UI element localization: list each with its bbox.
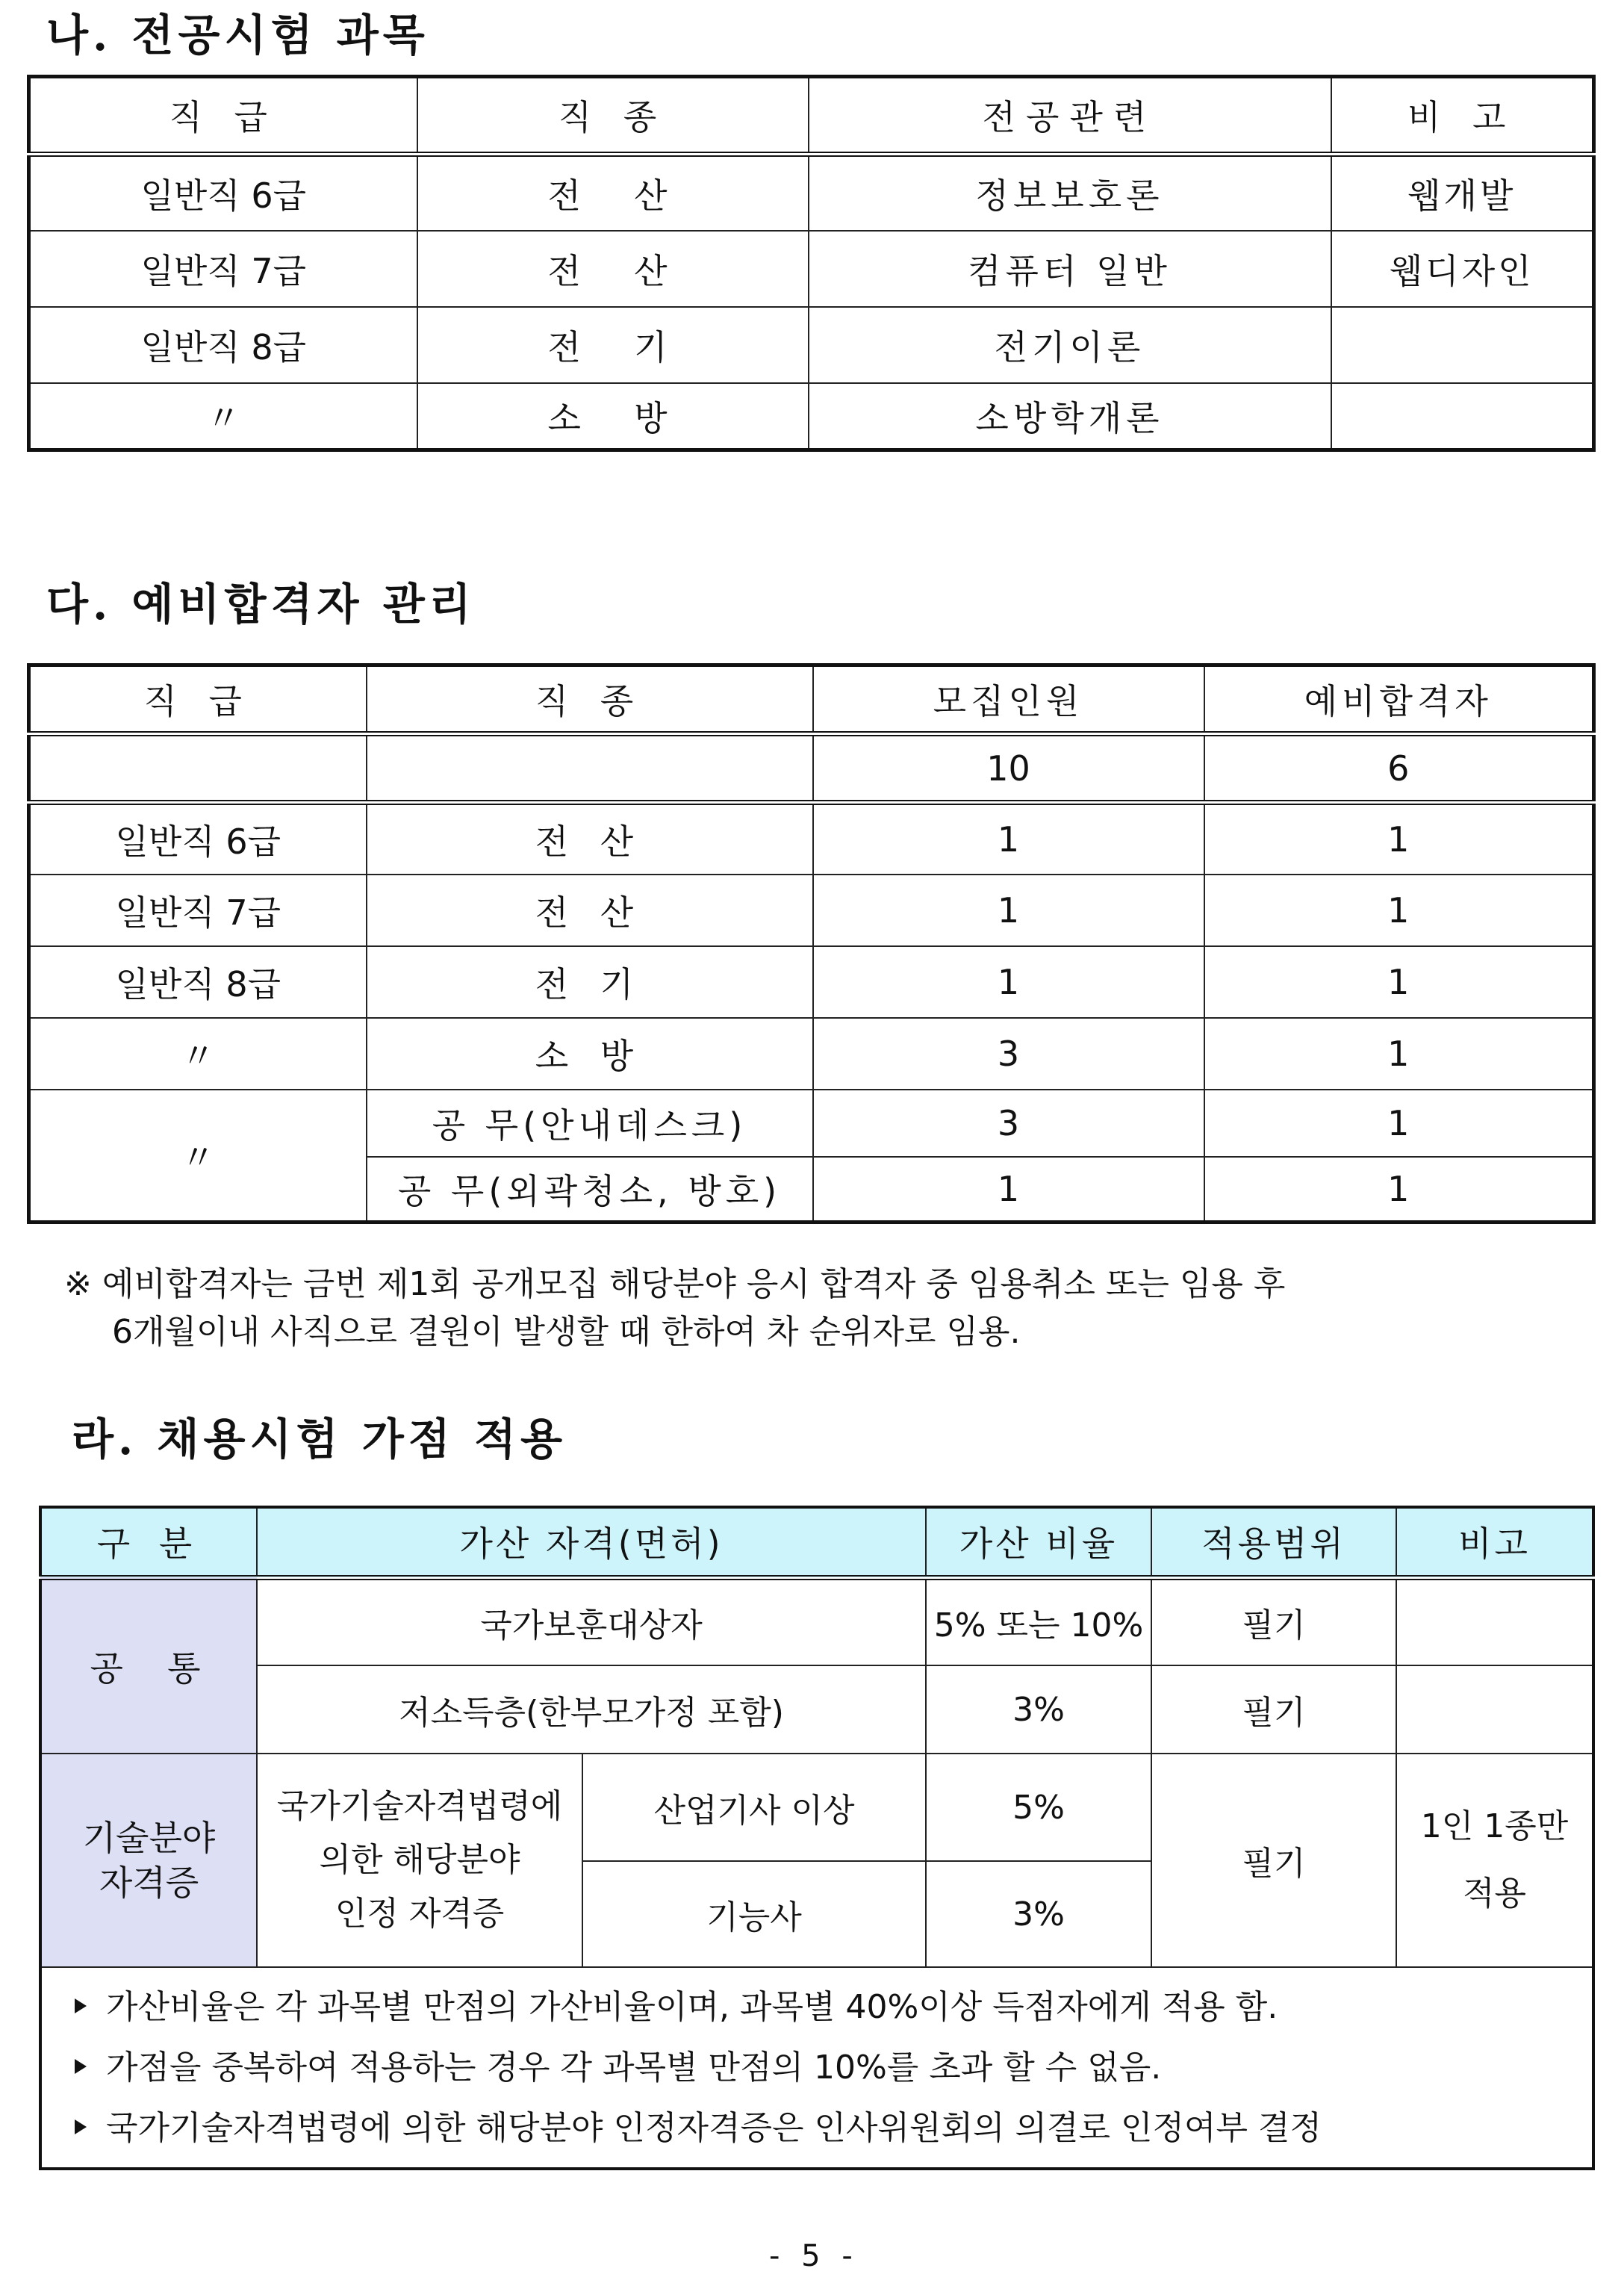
triangle-bullet-icon [75, 2119, 87, 2134]
total-job-type [367, 734, 813, 803]
cell-reserve: 1 [1204, 875, 1594, 946]
cell-job-type: 전 산 [417, 231, 809, 307]
cell-remark: 웹디자인 [1331, 231, 1594, 307]
exam-subjects-table [27, 75, 1596, 452]
table-row [29, 231, 1594, 307]
table-row [29, 803, 1594, 875]
cell-qualification: 국가보훈대상자 [257, 1577, 926, 1665]
cell-scope: 필기 [1151, 1754, 1396, 1967]
cell-job-type: 전 산 [367, 875, 813, 946]
cell-major: 소방학개론 [809, 383, 1331, 450]
total-reserve: 6 [1204, 734, 1594, 803]
bullet-notes-row [40, 1967, 1593, 2169]
cell-grade-merged: 〃 [29, 1090, 367, 1223]
table-row [40, 1754, 1593, 1861]
header-bonus-rate: 가산 비율 [926, 1507, 1151, 1577]
cell-bonus-rate: 3% [926, 1665, 1151, 1754]
bullet-item [75, 2098, 1592, 2158]
section-title-bonus-points: 라. 채용시험 가점 적용 [72, 1414, 567, 1465]
header-remark: 비고 [1396, 1507, 1593, 1577]
cell-job-type: 소 방 [367, 1018, 813, 1090]
header-reserve-count: 예비합격자 [1204, 665, 1594, 734]
header-category: 구 분 [40, 1507, 257, 1577]
cell-job-type: 전 산 [367, 803, 813, 875]
bonus-points-table [39, 1506, 1595, 2170]
table-row [29, 875, 1594, 946]
cell-qualification: 산업기사 이상 [582, 1754, 926, 1861]
bullet-text: 가산비율은 각 과목별 만점의 가산비율이며, 과목별 40%이상 득점자에게 적용 함. [106, 1988, 1278, 2026]
total-row [29, 734, 1594, 803]
cell-scope: 필기 [1151, 1665, 1396, 1754]
table-row [40, 1665, 1593, 1754]
cell-job-type: 전 기 [417, 307, 809, 383]
cell-recruit: 3 [813, 1090, 1204, 1157]
cell-grade: 일반직 7급 [29, 875, 367, 946]
category-common: 공 통 [40, 1577, 257, 1754]
table-row [40, 1577, 1593, 1665]
bullet-text: 가점을 중복하여 적용하는 경우 각 과목별 만점의 10%를 초과 할 수 없음. [106, 2049, 1162, 2087]
bullet-notes [40, 1967, 1593, 2169]
category-technical-line-2: 자격증 [99, 1863, 199, 1903]
cell-qualification: 기능사 [582, 1861, 926, 1967]
cell-grade: 일반직 7급 [29, 231, 417, 307]
cell-major: 전기이론 [809, 307, 1331, 383]
table-header-row [40, 1507, 1593, 1577]
bullet-item [75, 2037, 1592, 2098]
cell-job-type: 전 산 [417, 155, 809, 231]
table-header-row [29, 665, 1594, 734]
table-row [29, 1090, 1594, 1157]
cell-job-type: 소 방 [417, 383, 809, 450]
remark-line-1: 1인 1종만 [1420, 1807, 1569, 1845]
cell-scope: 필기 [1151, 1577, 1396, 1665]
cell-grade: 〃 [29, 383, 417, 450]
cell-job-type: 전 기 [367, 946, 813, 1018]
cell-tech-description [257, 1754, 582, 1967]
table-header-row [29, 77, 1594, 155]
header-recruit-count: 모집인원 [813, 665, 1204, 734]
total-grade [29, 734, 367, 803]
cell-bonus-rate: 3% [926, 1861, 1151, 1967]
cell-recruit: 1 [813, 875, 1204, 946]
reserve-note-line-2: 6개월이내 사직으로 결원이 발생할 때 한하여 차 순위자로 임용. [112, 1313, 1021, 1351]
cell-recruit: 3 [813, 1018, 1204, 1090]
cell-grade: 일반직 6급 [29, 803, 367, 875]
cell-grade: 일반직 8급 [29, 946, 367, 1018]
cell-grade: 일반직 8급 [29, 307, 417, 383]
section-title-exam-subjects: 나. 전공시험 과목 [46, 10, 429, 60]
bullet-text: 국가기술자격법령에 의한 해당분야 인정자격증은 인사위원회의 의결로 인정여부 결정 [106, 2109, 1322, 2147]
cell-reserve: 1 [1204, 946, 1594, 1018]
cell-job-type: 공 무(외곽청소, 방호) [367, 1157, 813, 1223]
cell-major: 정보보호론 [809, 155, 1331, 231]
cell-bonus-rate: 5% 또는 10% [926, 1577, 1151, 1665]
header-grade: 직 급 [29, 665, 367, 734]
cell-recruit: 1 [813, 803, 1204, 875]
table-row [29, 383, 1594, 450]
cell-bonus-rate: 5% [926, 1754, 1151, 1861]
cell-remark [1396, 1754, 1593, 1967]
remark-line-2: 적용 [1463, 1875, 1527, 1913]
cell-qualification: 저소득층(한부모가정 포함) [257, 1665, 926, 1754]
cell-major: 컴퓨터 일반 [809, 231, 1331, 307]
section-title-reserve-candidates: 다. 예비합격자 관리 [46, 579, 476, 630]
page-number: - 5 - [769, 2239, 859, 2273]
cell-remark [1331, 307, 1594, 383]
table-row [29, 1018, 1594, 1090]
tech-description-line-3: 인정 자격증 [335, 1895, 505, 1933]
tech-description-line-1: 국가기술자격법령에 [276, 1787, 563, 1825]
cell-reserve: 1 [1204, 1090, 1594, 1157]
cell-grade: 〃 [29, 1018, 367, 1090]
header-remark: 비 고 [1331, 77, 1594, 155]
cell-remark [1331, 383, 1594, 450]
cell-reserve: 1 [1204, 1018, 1594, 1090]
category-technical [40, 1754, 257, 1967]
cell-recruit: 1 [813, 946, 1204, 1018]
table-row [29, 307, 1594, 383]
bullet-item [75, 1977, 1592, 2037]
triangle-bullet-icon [75, 2059, 87, 2074]
header-major: 전공관련 [809, 77, 1331, 155]
cell-reserve: 1 [1204, 803, 1594, 875]
table-row [29, 155, 1594, 231]
category-technical-line-1: 기술분야 [82, 1818, 216, 1858]
reserve-candidates-table [27, 663, 1596, 1224]
cell-recruit: 1 [813, 1157, 1204, 1223]
cell-job-type: 공 무(안내데스크) [367, 1090, 813, 1157]
header-job-type: 직 종 [367, 665, 813, 734]
total-recruit: 10 [813, 734, 1204, 803]
triangle-bullet-icon [75, 1998, 87, 2013]
header-scope: 적용범위 [1151, 1507, 1396, 1577]
cell-grade: 일반직 6급 [29, 155, 417, 231]
header-grade: 직 급 [29, 77, 417, 155]
header-job-type: 직 종 [417, 77, 809, 155]
cell-remark [1396, 1665, 1593, 1754]
cell-remark: 웹개발 [1331, 155, 1594, 231]
cell-remark [1396, 1577, 1593, 1665]
header-qualification: 가산 자격(면허) [257, 1507, 926, 1577]
table-row [29, 946, 1594, 1018]
reserve-note-line-1: ※ 예비합격자는 금번 제1회 공개모집 해당분야 응시 합격자 중 임용취소 또는 임용 후 [64, 1265, 1286, 1303]
cell-reserve: 1 [1204, 1157, 1594, 1223]
tech-description-line-2: 의한 해당분야 [319, 1841, 520, 1879]
